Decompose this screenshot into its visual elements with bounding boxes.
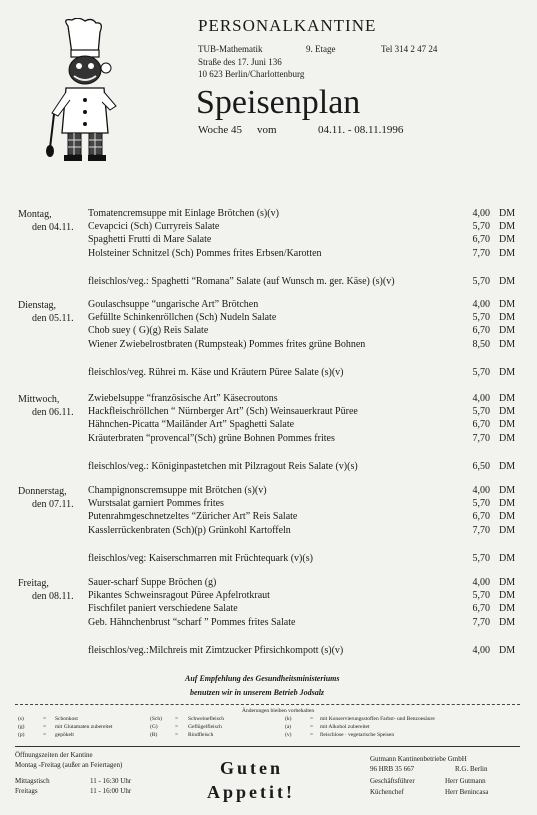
veg-dish-currency: DM <box>499 644 516 656</box>
friday-time: 11 - 16:00 Uhr <box>90 787 132 795</box>
legend-key: (p) <box>18 732 25 738</box>
dish-text: Hähnchen-Picatta “Mailänder Art” Spaghetti Salate <box>88 419 295 431</box>
legend-key: (v) <box>285 732 292 738</box>
legend-key: (a) <box>285 724 292 730</box>
day-date: den 07.11. <box>32 499 74 510</box>
floor-label: 9. Etage <box>306 44 336 54</box>
day-name: Mittwoch, <box>18 394 60 405</box>
legend-separator: = <box>310 732 314 738</box>
dish-currency: DM <box>499 590 516 602</box>
legend-separator: = <box>43 724 47 730</box>
legend-separator: = <box>175 724 179 730</box>
recommend-line-2: benutzen wir in unserem Betrieb Jodsalz <box>190 688 325 697</box>
dish-price: 7,70 <box>472 247 490 259</box>
dish-text: Goulaschsuppe “ungarische Art” Brötchen <box>88 299 259 310</box>
veg-dish-currency: DM <box>499 552 516 564</box>
company-hrb: 96 HRB 35 667 <box>370 765 415 773</box>
date-range: 04.11. - 08.11.1996 <box>318 124 404 136</box>
dish-text: Gefüllte Schinkenröllchen (Sch) Nudeln Salate <box>88 312 277 324</box>
company-name: Gutmann Kantinenbetriebe GmbH <box>370 755 467 763</box>
dish-price: 6,70 <box>472 325 490 337</box>
dish-currency: DM <box>499 616 516 628</box>
veg-dish-text: fleischlos/veg.: Königinpastetchen mit Pilzragout Reis Salate (v)(s) <box>88 460 358 472</box>
dish-text: Pikantes Schweinsragout Püree Apfelrotkraut <box>88 590 270 602</box>
dish-currency: DM <box>499 247 516 259</box>
dish-text: Sauer-scharf Suppe Bröchen (g) <box>88 577 217 588</box>
veg-dish-currency: DM <box>499 366 516 378</box>
dish-price: 5,70 <box>472 498 490 510</box>
legend-separator: = <box>43 732 47 738</box>
manager-label: Geschäftsführer <box>370 777 415 785</box>
day-name: Donnerstag, <box>18 486 67 497</box>
legend-value: Rindfleisch <box>188 732 214 738</box>
legend-value: fleischlose · vegetarische Speisen <box>320 732 395 738</box>
legend-key: (g) <box>18 724 25 730</box>
legend-title: Änderungen bleiben vorbehalten <box>242 708 315 714</box>
dish-currency: DM <box>499 221 516 233</box>
dish-price: 7,70 <box>472 524 490 536</box>
dish-text: Kräuterbraten “provencal”(Sch) grüne Bohnen Pommes frites <box>88 432 335 444</box>
legend-key: (G) <box>150 724 158 730</box>
dish-currency: DM <box>499 419 516 431</box>
dish-text: Zwiebelsuppe “französische Art” Käsecroutons <box>88 393 278 404</box>
legend-value: mit Glutamaten zubereitet <box>55 724 113 730</box>
dish-text: Kasslerrückenbraten (Sch)(p) Grünkohl Kartoffeln <box>88 524 291 536</box>
address-line-1: TUB-Mathematik <box>198 44 263 54</box>
phone-number: Tel 314 2 47 24 <box>381 44 438 54</box>
day-date: den 05.11. <box>32 313 74 324</box>
dish-price: 7,70 <box>472 616 490 628</box>
dish-currency: DM <box>499 234 516 246</box>
dish-currency: DM <box>499 524 516 536</box>
guten-text: Guten <box>220 758 284 778</box>
dish-price: 5,70 <box>472 312 490 324</box>
dish-text: Geb. Hähnchenbrust “scharf ” Pommes frites Salate <box>88 616 296 628</box>
dish-price: 6,70 <box>472 603 490 615</box>
veg-dish-text: fleischlos/veg: Kaiserschmarren mit Früchtequark (v)(s) <box>88 552 313 564</box>
dish-price: 4,00 <box>472 577 490 588</box>
vom-label: vom <box>257 124 277 136</box>
dish-text: Chob suey ( G)(g) Reis Salate <box>88 325 209 337</box>
veg-dish-price: 5,70 <box>472 366 490 378</box>
veg-dish-price: 5,70 <box>472 275 490 287</box>
chef-name: Herr Benincasa <box>445 788 489 796</box>
dish-currency: DM <box>499 325 516 337</box>
legend-value: Geflügelfleisch <box>188 724 222 730</box>
dish-price: 4,00 <box>472 393 490 404</box>
lunch-label: Mittagstisch <box>15 777 50 785</box>
dish-currency: DM <box>499 406 516 418</box>
divider <box>15 704 520 705</box>
dish-price: 5,70 <box>472 221 490 233</box>
dish-price: 5,70 <box>472 406 490 418</box>
dish-price: 6,70 <box>472 419 490 431</box>
dish-text: Champignonscremsuppe mit Brötchen (s)(v) <box>88 485 267 496</box>
legend-separator: = <box>175 716 179 722</box>
legend-value: mit Alkohol zubereitet <box>320 724 370 730</box>
dish-price: 4,00 <box>472 299 490 310</box>
veg-dish-price: 5,70 <box>472 552 490 564</box>
day-date: den 04.11. <box>32 222 74 233</box>
day-date: den 06.11. <box>32 407 74 418</box>
veg-dish-text: fleischlos/veg. Rühreі m. Käse und Kräutern Püree Salate (s)(v) <box>88 366 344 378</box>
friday-label: Freitags <box>15 787 38 795</box>
veg-dish-text: fleischlos/veg.: Spaghetti “Romana” Salate (auf Wunsch m. ger. Käse) (s)(v) <box>88 275 395 287</box>
dish-text: Holsteiner Schnitzel (Sch) Pommes frites Erbsen/Karotten <box>88 247 322 259</box>
legend-key: (s) <box>18 716 24 722</box>
legend-key: (Sch) <box>150 716 162 722</box>
chef-logo-icon <box>40 18 130 168</box>
legend-value: Schweinefleisch <box>188 716 225 722</box>
kantine-title: PERSONALKANTINE <box>198 16 377 35</box>
dish-currency: DM <box>499 432 516 444</box>
manager-name: Herr Gutmann <box>445 777 486 785</box>
dish-text: Putenrahmgeschnetzeltes “Züricher Art” Reis Salate <box>88 511 298 523</box>
appetit-text: Appetit! <box>207 782 295 802</box>
legend-separator: = <box>175 732 179 738</box>
day-name: Freitag, <box>18 578 49 589</box>
address-line-2: Straße des 17. Juni 136 <box>198 57 282 67</box>
dish-currency: DM <box>499 603 516 615</box>
dish-currency: DM <box>499 208 516 219</box>
legend-key: (R) <box>150 732 158 738</box>
dish-price: 7,70 <box>472 432 490 444</box>
day-name: Dienstag, <box>18 300 57 311</box>
opening-hours-title: Öffnungszeiten der Kantine <box>15 751 93 759</box>
opening-hours-sub: Montag -Freitag (außer an Feiertagen) <box>15 761 123 769</box>
dish-currency: DM <box>499 299 516 310</box>
divider <box>15 746 520 747</box>
dish-text: Wiener Zwiebelrostbraten (Rumpsteak) Pommes frites grüne Bohnen <box>88 338 366 350</box>
veg-dish-price: 6,50 <box>472 460 490 472</box>
veg-dish-currency: DM <box>499 460 516 472</box>
dish-price: 6,70 <box>472 511 490 523</box>
dish-currency: DM <box>499 485 516 496</box>
legend-separator: = <box>310 724 314 730</box>
dish-price: 6,70 <box>472 234 490 246</box>
legend-separator: = <box>43 716 47 722</box>
legend-separator: = <box>310 716 314 722</box>
chef-label: Küchenchef <box>370 788 404 796</box>
recommend-line-1: Auf Empfehlung des Gesundheitsministeriums <box>185 674 340 683</box>
dish-text: Wurstsalat garniert Pommes frites <box>88 498 224 510</box>
day-date: den 08.11. <box>32 591 74 602</box>
veg-dish-currency: DM <box>499 275 516 287</box>
week-label: Woche 45 <box>198 124 243 136</box>
dish-currency: DM <box>499 338 516 350</box>
company-court: R.G. Berlin <box>455 765 488 773</box>
legend-value: gepökelt <box>55 732 74 738</box>
legend-value: Schonkost <box>55 716 78 722</box>
dish-text: Tomatencremsuppe mit Einlage Brötchen (s)(v) <box>88 208 279 219</box>
legend-value: mit Konservierungsstoffen Farbst- und Benzoesäure <box>320 716 435 722</box>
dish-text: Cevapcici (Sch) Curryreis Salate <box>88 221 220 233</box>
address-line-3: 10 623 Berlin/Charlottenburg <box>198 69 305 79</box>
dish-text: Spaghetti Frutti di Mare Salate <box>88 234 212 246</box>
veg-dish-price: 4,00 <box>472 644 490 656</box>
page-title: Speisenplan <box>196 84 361 121</box>
dish-currency: DM <box>499 498 516 510</box>
dish-currency: DM <box>499 312 516 324</box>
lunch-time: 11 - 16:30 Uhr <box>90 777 132 785</box>
dish-text: Fischfilet paniert verschiedene Salate <box>88 603 238 615</box>
day-name: Montag, <box>18 209 52 220</box>
dish-price: 4,00 <box>472 485 490 496</box>
dish-price: 8,50 <box>472 338 490 350</box>
dish-text: Hackfleischröllchen “ Nürnberger Art” (Sch) Weinsauerkraut Püree <box>88 406 358 418</box>
dish-currency: DM <box>499 511 516 523</box>
dish-price: 4,00 <box>472 208 490 219</box>
dish-currency: DM <box>499 393 516 404</box>
legend-key: (k) <box>285 716 292 722</box>
dish-price: 5,70 <box>472 590 490 602</box>
dish-currency: DM <box>499 577 516 588</box>
veg-dish-text: fleischlos/veg.:Milchreis mit Zimtzucker Pfirsichkompott (s)(v) <box>88 644 344 656</box>
